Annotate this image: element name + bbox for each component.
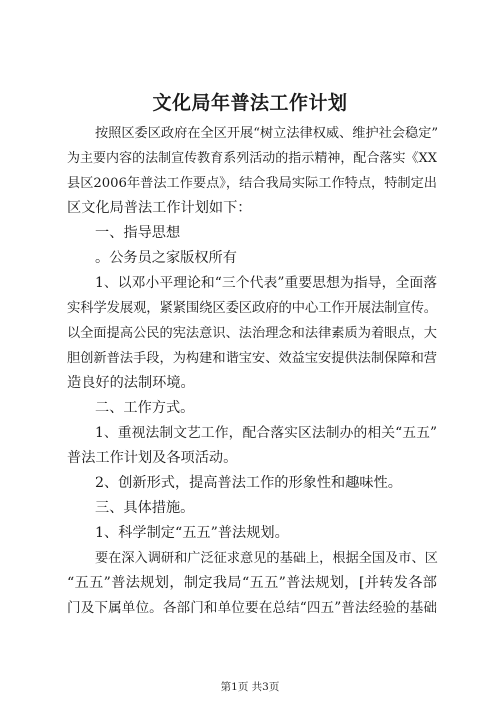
section-heading: 二、工作方式。 [95,400,195,416]
paragraph-line: 以全面提高公民的宪法意识、法治理念和法律素质为着眼点，大 [67,326,437,341]
document-title: 文化局年普法工作计划 [152,92,348,114]
paragraph-line: 普法工作计划及各项活动。 [67,450,238,466]
section-heading: 三、具体措施。 [95,500,195,516]
paragraph-line: 实科学发展观，紧紧围绕区委区政府的中心工作开展法制宣传。 [67,301,437,316]
paragraph-line: 为主要内容的法制宣传教育系列活动的指示精神，配合落实《XX [67,151,437,166]
paragraph-line: 要在深入调研和广泛征求意见的基础上，根据全国及市、区 [95,551,438,566]
paragraph-line: 县区2006年普法工作要点》，结合我局实际工作特点，特制定出 [67,176,437,191]
paragraph-line: 2、创新形式，提高普法工作的形象性和趣味性。 [95,475,402,491]
paragraph-line: 1、以邓小平理论和“三个代表”重要思想为指导，全面落 [95,275,437,291]
paragraph-line: “五五”普法规划，制定我局“五五”普法规划，[并转发各部 [67,575,437,591]
paragraph-line: 造良好的法制环境。 [67,375,195,391]
paragraph-line: 区文化局普法工作计划如下： [67,200,252,216]
paragraph-line: 门及下属单位。各部门和单位要在总结“四五”普法经验的基础 [67,600,437,616]
section-heading: 一、指导思想 [95,225,181,241]
paragraph-line: 按照区委区政府在全区开展“树立法律权威、维护社会稳定” [95,126,439,141]
paragraph-line: 胆创新普法手段，为构建和谐宝安、效益宝安提供法制保障和营 [67,351,437,366]
copyright-note: 。公务员之家版权所有 [95,250,237,266]
subsection-heading: 1、科学制定“五五”普法规划。 [95,525,289,541]
paragraph-line: 1、重视法制文艺工作，配合落实区法制办的相关“五五” [95,425,437,441]
page-number: 第1页 共3页 [220,681,280,693]
document-body [67,121,437,621]
